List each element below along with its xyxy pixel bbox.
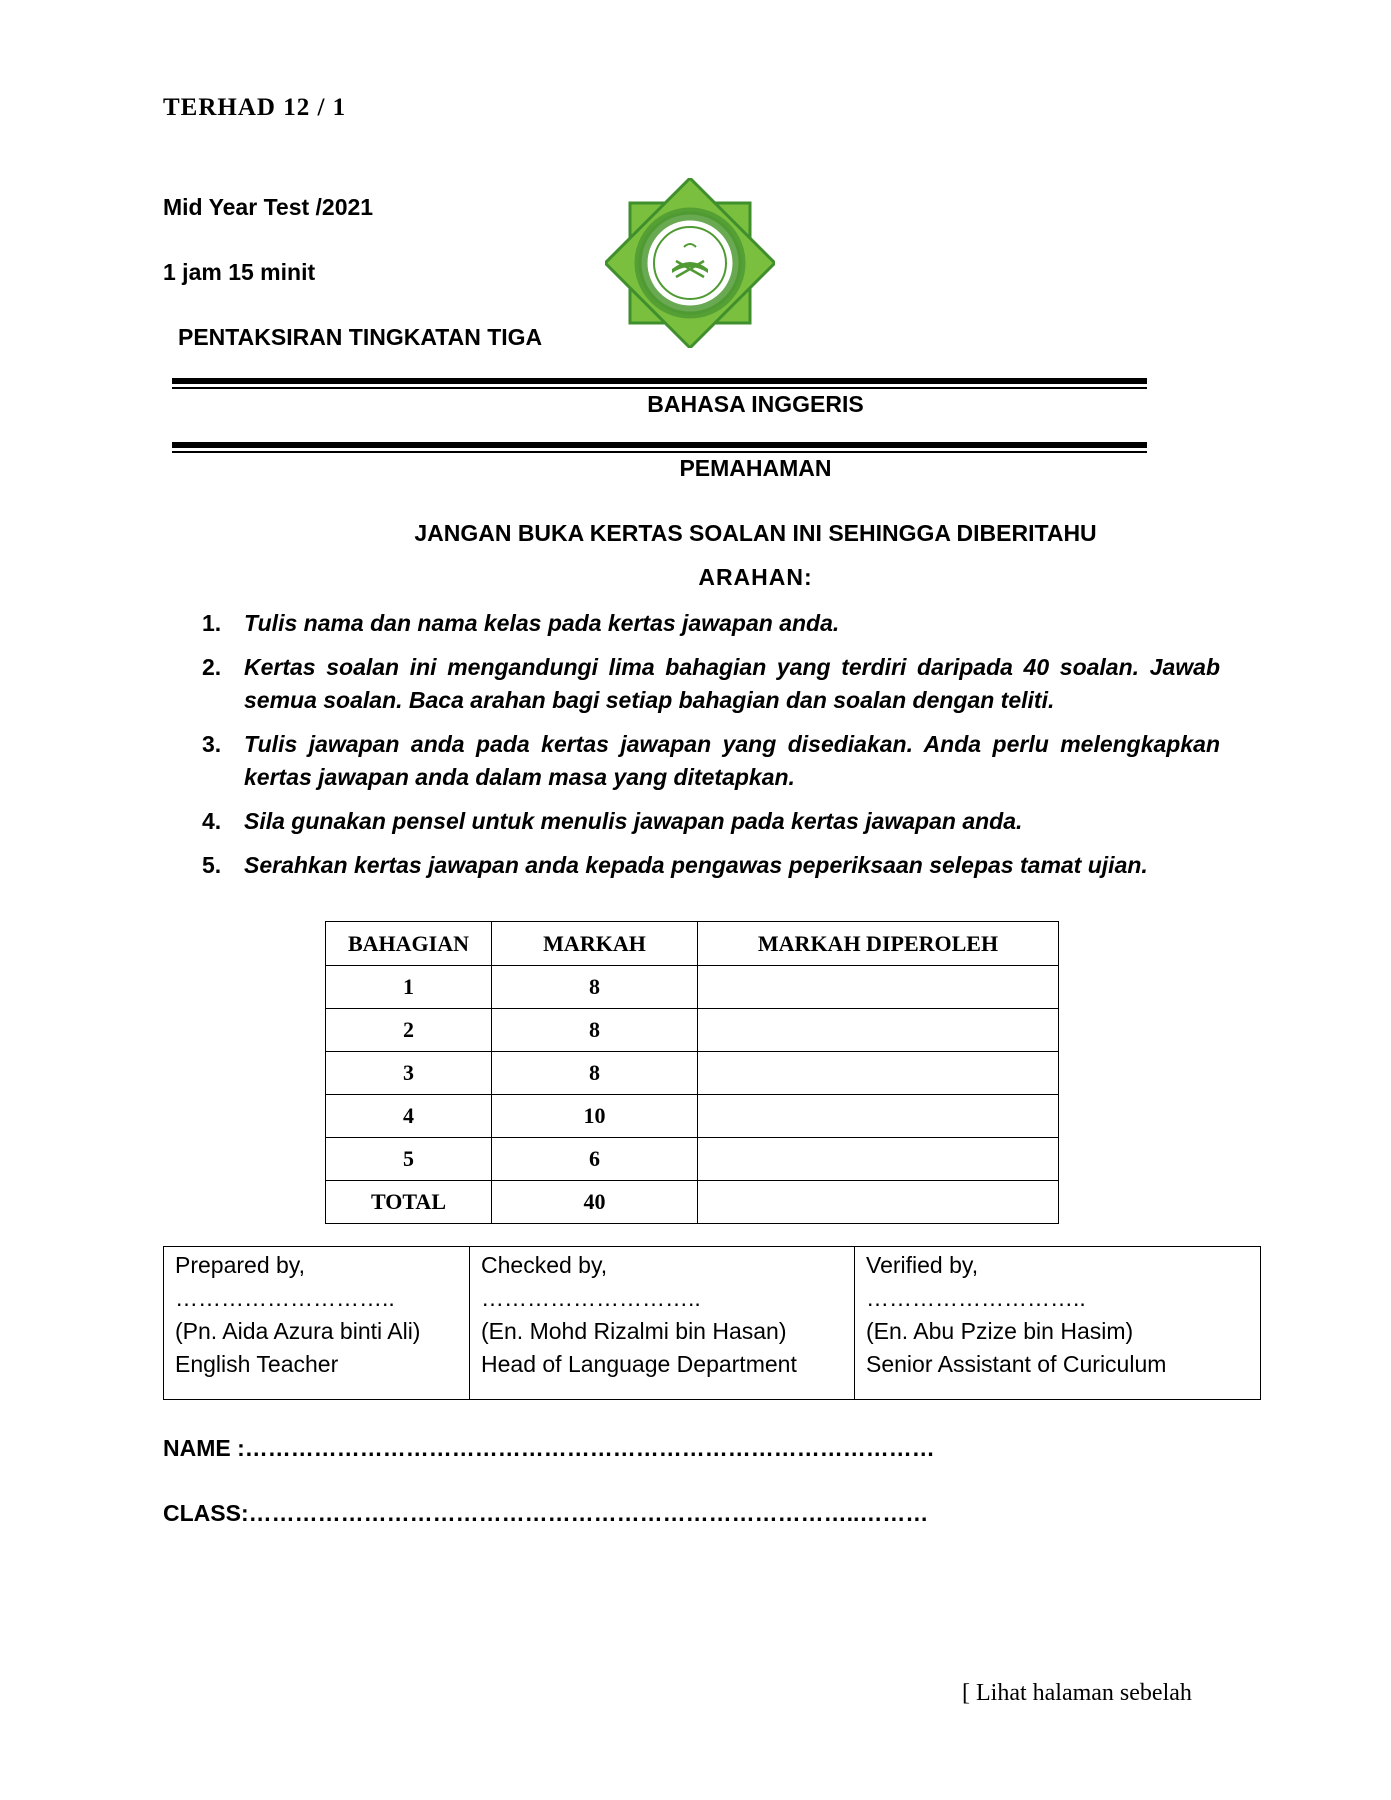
marks-cell: 6 [492,1138,698,1181]
divider-rule [172,387,1147,389]
table-header-row [326,922,1059,966]
signature-dots: ……………………….. [481,1285,701,1311]
name-field: NAME :……………………………………………………………………………… [163,1435,935,1461]
obtained-cell [698,1009,1059,1052]
signature-row [164,1247,1261,1400]
signature-title: Senior Assistant of Curiculum [866,1351,1167,1377]
marks-cell: 8 [492,966,698,1009]
signature-cell-verified [855,1247,1261,1400]
divider-rule [172,378,1147,384]
instructions-list [202,607,1220,893]
signature-cell-checked [470,1247,855,1400]
section-cell: 1 [326,966,492,1009]
obtained-cell [698,1181,1059,1224]
signature-role: Checked by, [481,1252,608,1278]
instruction-text: Kertas soalan ini mengandungi lima bahagian yang terdiri daripada 40 soalan. Jawab semua soalan. Baca arahan bagi setiap bahagian dan soalan dengan teliti. [244,654,1220,713]
column-header-obtained: MARKAH DIPEROLEH [698,922,1059,966]
signature-table [163,1246,1261,1400]
divider-rule [172,451,1147,453]
warning-notice [0,520,1391,547]
warning-text: JANGAN BUKA KERTAS SOALAN INI SEHINGGA DIBERITAHU [414,520,1097,546]
signature-cell-prepared [164,1247,470,1400]
instructions-title-text: ARAHAN: [698,564,813,590]
section-cell: TOTAL [326,1181,492,1224]
instruction-number: 3. [202,731,222,757]
column-header-marks: MARKAH [492,922,698,966]
instruction-text: Tulis jawapan anda pada kertas jawapan yang disediakan. Anda perlu melengkapkan kertas jawapan anda dalam masa yang ditetapkan. [244,731,1220,790]
instructions-title [0,564,1391,591]
table-row [326,1052,1059,1095]
obtained-cell [698,1052,1059,1095]
instruction-text: Tulis nama dan nama kelas pada kertas jawapan anda. [244,610,840,636]
paper-title [0,455,1391,482]
instruction-number: 2. [202,654,222,680]
marks-cell: 10 [492,1095,698,1138]
marks-cell: 8 [492,1052,698,1095]
column-header-section: BAHAGIAN [326,922,492,966]
signature-name: (En. Abu Pzize bin Hasim) [866,1318,1134,1344]
signature-role: Prepared by, [175,1252,305,1278]
instruction-text: Serahkan kertas jawapan anda kepada pengawas peperiksaan selepas tamat ujian. [244,852,1148,878]
table-row [326,1095,1059,1138]
signature-name: (En. Mohd Rizalmi bin Hasan) [481,1318,787,1344]
obtained-cell [698,1138,1059,1181]
instruction-number: 1. [202,610,222,636]
instruction-item [202,607,1220,640]
obtained-cell [698,1095,1059,1138]
marks-cell: 40 [492,1181,698,1224]
table-row [326,966,1059,1009]
section-cell: 2 [326,1009,492,1052]
page-footer: [ Lihat halaman sebelah [962,1680,1192,1706]
table-row-total [326,1181,1059,1224]
class-field: CLASS:……………………………………………………………………..……… [163,1500,929,1526]
classification-label: TERHAD 12 / 1 [163,94,347,121]
subject-title [0,391,1391,418]
instruction-item [202,651,1220,717]
instruction-item [202,849,1220,882]
school-crest-icon [605,178,775,348]
signature-dots: ……………………….. [175,1285,395,1311]
signature-title: Head of Language Department [481,1351,797,1377]
section-cell: 4 [326,1095,492,1138]
instruction-number: 4. [202,808,222,834]
signature-role: Verified by, [866,1252,979,1278]
divider-rule [172,442,1147,448]
signature-name: (Pn. Aida Azura binti Ali) [175,1318,421,1344]
instruction-number: 5. [202,852,222,878]
table-row [326,1138,1059,1181]
paper-text: PEMAHAMAN [679,455,832,481]
marks-table [325,921,1059,1224]
test-title: Mid Year Test /2021 [163,194,374,220]
instruction-item [202,805,1220,838]
section-cell: 3 [326,1052,492,1095]
assessment-title: PENTAKSIRAN TINGKATAN TIGA [178,324,543,350]
test-duration: 1 jam 15 minit [163,259,316,285]
section-cell: 5 [326,1138,492,1181]
signature-dots: ……………………….. [866,1285,1086,1311]
instruction-text: Sila gunakan pensel untuk menulis jawapan pada kertas jawapan anda. [244,808,1023,834]
obtained-cell [698,966,1059,1009]
signature-title: English Teacher [175,1351,339,1377]
instruction-item [202,728,1220,794]
subject-text: BAHASA INGGERIS [647,391,864,417]
table-row [326,1009,1059,1052]
marks-cell: 8 [492,1009,698,1052]
